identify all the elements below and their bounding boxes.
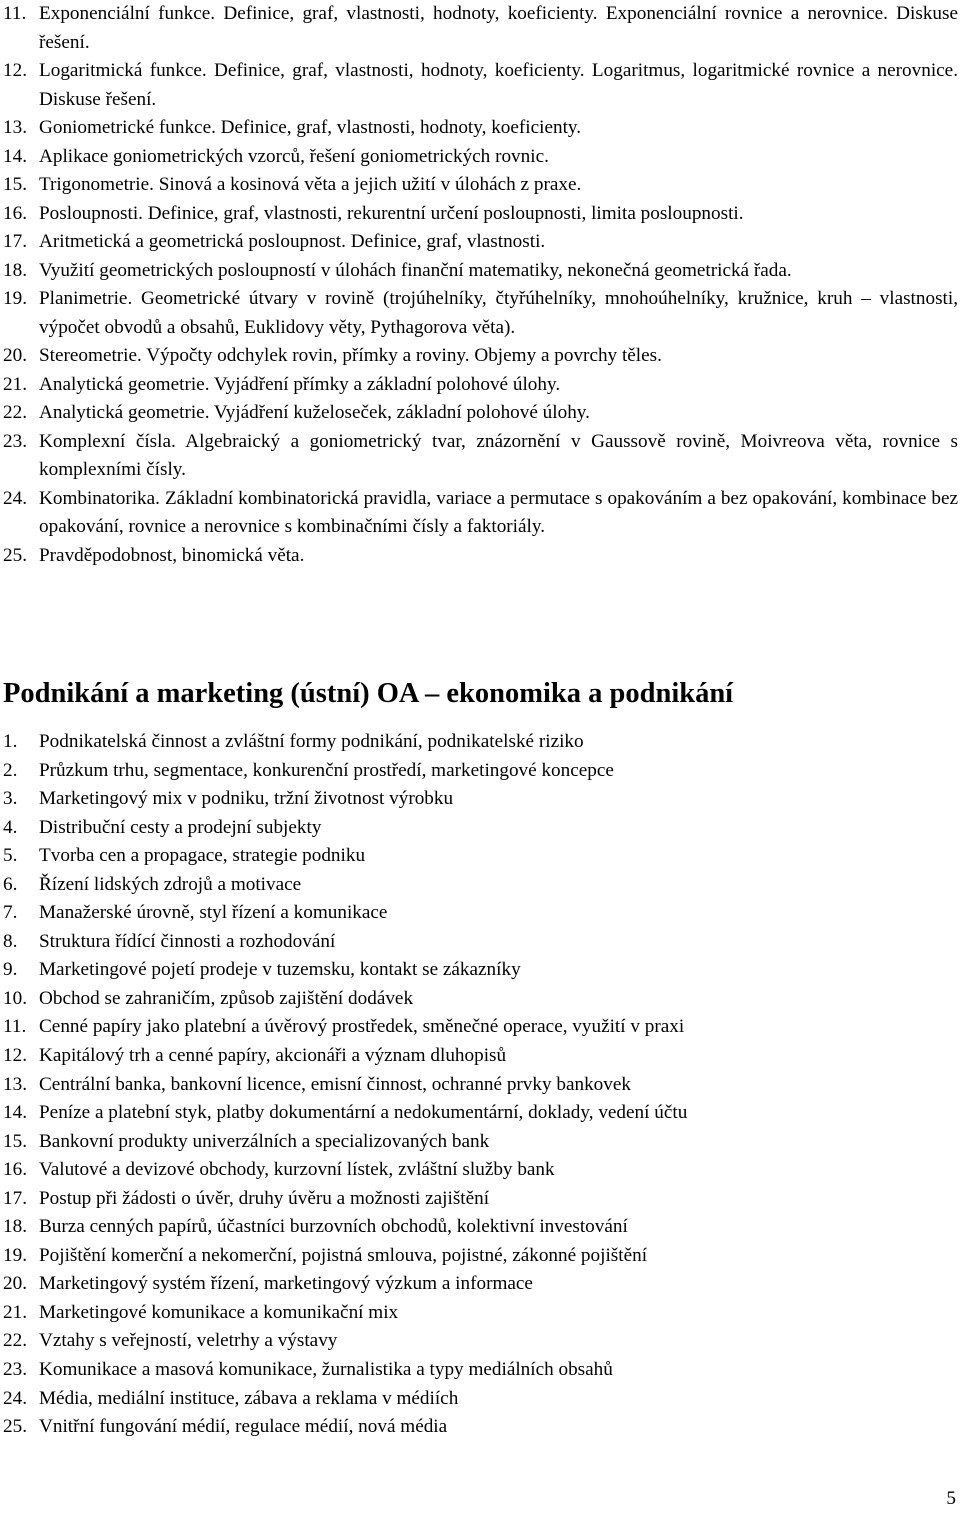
item-text: Peníze a platební styk, platby dokumentární a nedokumentární, doklady, vedení účtu: [39, 1102, 688, 1124]
item-number: 20.: [3, 1273, 27, 1295]
list-item: [3, 1128, 958, 1157]
list-item: [3, 985, 958, 1014]
item-text: Exponenciální funkce. Definice, graf, vlastnosti, hodnoty, koeficienty. Exponenciální rovnice a nerovnice. Diskuse řešení.: [39, 3, 958, 53]
item-text: Posloupnosti. Definice, graf, vlastnosti, rekurentní určení posloupnosti, limita posloupnosti.: [39, 202, 744, 224]
item-number: 19.: [3, 1244, 27, 1266]
list-item: [3, 399, 958, 428]
list-item: [3, 1213, 958, 1242]
item-number: 7.: [3, 902, 18, 924]
item-number: 10.: [3, 987, 27, 1009]
item-number: 16.: [3, 1159, 27, 1181]
item-number: 1.: [3, 731, 18, 752]
item-number: 15.: [3, 174, 27, 195]
list-item: [3, 842, 958, 871]
list-item: [3, 757, 958, 786]
list-item: [3, 1013, 958, 1042]
item-text: Pojištění komerční a nekomerční, pojistná smlouva, pojistné, zákonné pojištění: [39, 1244, 648, 1266]
list-item: [3, 1327, 958, 1356]
item-number: 14.: [3, 145, 27, 167]
list-item: [3, 257, 958, 286]
item-number: 25.: [3, 1416, 27, 1438]
item-number: 2.: [3, 759, 18, 781]
page-number: 5: [946, 1488, 956, 1509]
item-text: Struktura řídící činnosti a rozhodování: [39, 930, 336, 952]
item-number: 18.: [3, 1216, 27, 1238]
item-number: 21.: [3, 1301, 27, 1323]
list-item: [3, 1156, 958, 1185]
item-text: Média, mediální instituce, zábava a reklama v médiích: [39, 1387, 459, 1409]
item-number: 22.: [3, 1330, 27, 1352]
item-number: 13.: [3, 1073, 27, 1095]
list-item: [3, 1185, 958, 1214]
item-text: Valutové a devizové obchody, kurzovní lístek, zvláštní služby bank: [39, 1159, 555, 1181]
item-number: 20.: [3, 345, 27, 366]
item-text: Průzkum trhu, segmentace, konkurenční prostředí, marketingové koncepce: [39, 759, 614, 781]
section-heading: Podnikání a marketing (ústní) OA – ekonomika a podnikání: [3, 678, 734, 709]
item-number: 11.: [3, 3, 27, 24]
item-number: 24.: [3, 1387, 27, 1409]
item-text: Vnitřní fungování médií, regulace médií, nová média: [39, 1416, 448, 1438]
item-text: Komunikace a masová komunikace, žurnalistika a typy mediálních obsahů: [39, 1359, 613, 1381]
item-text: Burza cenných papírů, účastníci burzovních obchodů, kolektivní investování: [39, 1216, 628, 1238]
list-item: [3, 728, 958, 757]
item-number: 6.: [3, 873, 18, 895]
item-text: Cenné papíry jako platební a úvěrový prostředek, směnečné operace, využití v praxi: [39, 1016, 685, 1038]
list-item: [3, 1270, 958, 1299]
list-item: [3, 485, 958, 542]
item-number: 4.: [3, 816, 18, 838]
item-text: Marketingový systém řízení, marketingový výzkum a informace: [39, 1273, 533, 1295]
list-item: [3, 814, 958, 843]
list-item: [3, 899, 958, 928]
item-text: Marketingový mix v podniku, tržní životnost výrobku: [39, 788, 454, 810]
list-item: [3, 143, 958, 172]
list-item: [3, 57, 958, 114]
item-number: 15.: [3, 1130, 27, 1152]
list-item: [3, 956, 958, 985]
item-text: Stereometrie. Výpočty odchylek rovin, přímky a roviny. Objemy a povrchy těles.: [39, 345, 662, 366]
list-item: [3, 228, 958, 257]
item-text: Kombinatorika. Základní kombinatorická pravidla, variace a permutace s opakováním a bez opakování, kombinace bez opakování, rovnice a nerovnice s kombinačními čísly a faktoriály.: [39, 487, 958, 537]
list-item: [3, 1413, 958, 1442]
item-number: 14.: [3, 1102, 27, 1124]
item-text: Vztahy s veřejností, veletrhy a výstavy: [39, 1330, 338, 1352]
list-item: [3, 1356, 958, 1385]
item-text: Kapitálový trh a cenné papíry, akcionáři a význam dluhopisů: [39, 1045, 507, 1067]
item-text: Využití geometrických posloupností v úlohách finanční matematiky, nekonečná geometrická řada.: [39, 259, 792, 281]
item-number: 22.: [3, 402, 27, 423]
item-text: Bankovní produkty univerzálních a specializovaných bank: [39, 1130, 490, 1152]
item-number: 11.: [3, 1016, 27, 1038]
list-item: [3, 871, 958, 900]
item-number: 12.: [3, 60, 27, 81]
list-item: [3, 285, 958, 342]
item-text: Postup při žádosti o úvěr, druhy úvěru a možnosti zajištění: [39, 1187, 490, 1209]
item-text: Marketingové pojetí prodeje v tuzemsku, kontakt se zákazníky: [39, 959, 521, 981]
list-item: [3, 785, 958, 814]
item-text: Analytická geometrie. Vyjádření kuželoseček, základní polohové úlohy.: [39, 402, 590, 423]
item-text: Centrální banka, bankovní licence, emisní činnost, ochranné prvky bankovek: [39, 1073, 631, 1095]
item-number: 18.: [3, 259, 27, 281]
list-item: [3, 1385, 958, 1414]
list-item: [3, 1099, 958, 1128]
item-text: Logaritmická funkce. Definice, graf, vlastnosti, hodnoty, koeficienty. Logaritmus, logaritmické rovnice a nerovnice. Diskuse řešení.: [39, 60, 958, 110]
list-item: [3, 542, 958, 571]
item-number: 8.: [3, 930, 18, 952]
list-item: [3, 428, 958, 485]
item-text: Marketingové komunikace a komunikační mix: [39, 1301, 399, 1323]
item-text: Analytická geometrie. Vyjádření přímky a základní polohové úlohy.: [39, 373, 561, 395]
item-text: Aritmetická a geometrická posloupnost. Definice, graf, vlastnosti.: [39, 231, 546, 252]
item-number: 23.: [3, 1359, 27, 1381]
item-text: Aplikace goniometrických vzorců, řešení goniometrických rovnic.: [39, 145, 549, 167]
item-number: 13.: [3, 117, 27, 138]
item-text: Podnikatelská činnost a zvláštní formy podnikání, podnikatelské riziko: [39, 731, 584, 752]
item-text: Komplexní čísla. Algebraický a goniometrický tvar, znázornění v Gaussově rovině, Moivreova věta, rovnice s komplexními čísly.: [39, 430, 958, 480]
item-text: Distribuční cesty a prodejní subjekty: [39, 816, 322, 838]
item-text: Pravděpodobnost, binomická věta.: [39, 544, 305, 566]
item-number: 16.: [3, 202, 27, 224]
list-item: [3, 1242, 958, 1271]
list-item: [3, 0, 958, 57]
item-text: Planimetrie. Geometrické útvary v rovině (trojúhelníky, čtyřúhelníky, mnohoúhelníky, kružnice, kruh – vlastnosti, výpočet obvodů a obsahů, Euklidovy věty, Pythagorova věta).: [39, 288, 958, 338]
item-number: 24.: [3, 487, 27, 509]
list-item: [3, 200, 958, 229]
item-number: 9.: [3, 959, 18, 981]
item-number: 3.: [3, 788, 18, 810]
list-item: [3, 1071, 958, 1100]
item-number: 17.: [3, 1187, 27, 1209]
list-item: [3, 114, 958, 143]
item-text: Řízení lidských zdrojů a motivace: [39, 873, 302, 895]
list-item: [3, 371, 958, 400]
math-topic-list: [3, 0, 958, 570]
item-number: 19.: [3, 288, 27, 309]
item-number: 23.: [3, 430, 27, 452]
list-item: [3, 171, 958, 200]
list-item: [3, 1042, 958, 1071]
list-item: [3, 342, 958, 371]
item-text: Tvorba cen a propagace, strategie podniku: [39, 845, 366, 867]
item-text: Manažerské úrovně, styl řízení a komunikace: [39, 902, 388, 924]
item-number: 17.: [3, 231, 27, 252]
business-topic-list: [3, 728, 958, 1442]
list-item: [3, 1299, 958, 1328]
item-number: 12.: [3, 1045, 27, 1067]
item-number: 5.: [3, 845, 18, 867]
list-item: [3, 928, 958, 957]
item-number: 21.: [3, 373, 27, 395]
item-text: Goniometrické funkce. Definice, graf, vlastnosti, hodnoty, koeficienty.: [39, 117, 582, 138]
item-text: Obchod se zahraničím, způsob zajištění dodávek: [39, 987, 414, 1009]
item-text: Trigonometrie. Sinová a kosinová věta a jejich užití v úlohách z praxe.: [39, 174, 582, 195]
item-number: 25.: [3, 544, 27, 566]
